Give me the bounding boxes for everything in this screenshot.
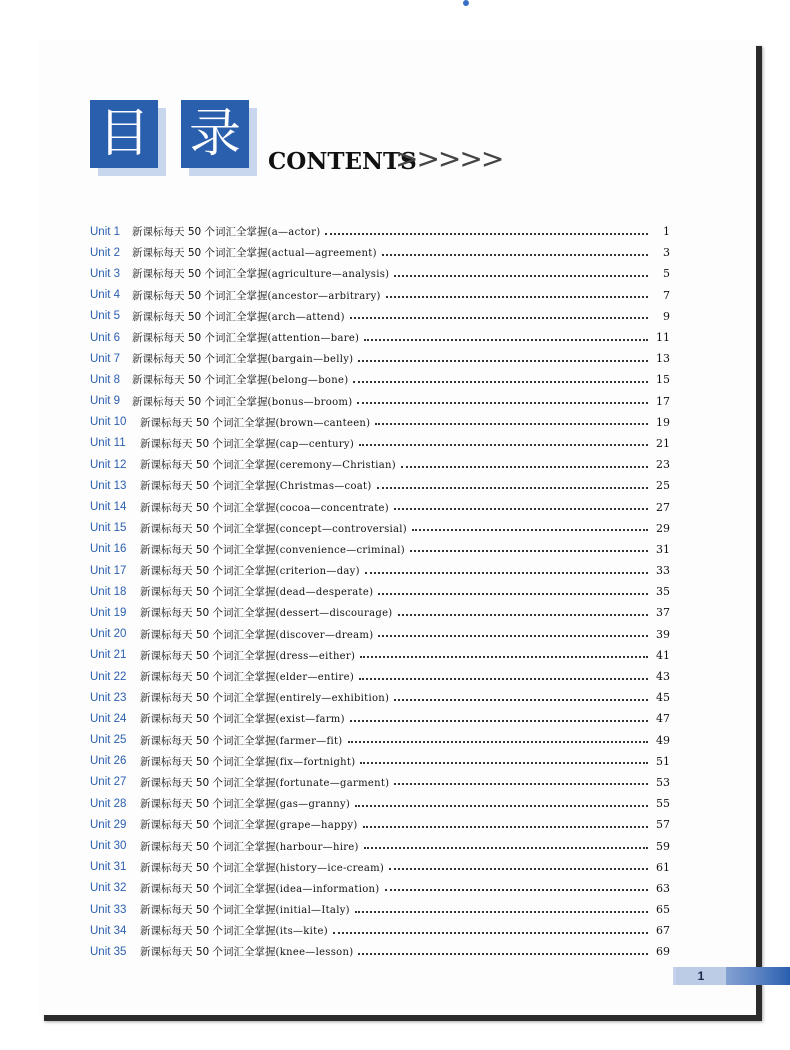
- toc-unit-label: Unit 11: [90, 437, 126, 450]
- toc-entry-word-range: (initial—Italy): [275, 905, 350, 917]
- toc-unit-label: Unit 16: [90, 543, 127, 556]
- toc-entry-title: [140, 733, 346, 748]
- toc-dot-leader: [353, 381, 648, 383]
- toc-entry-title: [140, 923, 331, 938]
- toc-entry-title: [140, 415, 373, 430]
- toc-dot-leader: [350, 317, 648, 319]
- toc-page-number: 23: [656, 458, 670, 472]
- toc-entry-title-text: 新课标每天 50 个词汇全掌握: [132, 332, 268, 345]
- toc-dot-leader: [398, 614, 648, 616]
- toc-page-number: 51: [656, 754, 670, 768]
- toc-unit-label: Unit 35: [90, 945, 127, 958]
- toc-page-number: 15: [656, 373, 670, 387]
- toc-page-number: 5: [663, 267, 670, 281]
- toc-entry-word-range: (grape—happy): [275, 820, 358, 832]
- toc-entry-title-text: 新课标每天 50 个词汇全掌握: [132, 310, 268, 323]
- toc-dot-leader: [358, 360, 648, 362]
- toc-dot-leader: [363, 826, 648, 828]
- toc-entry-title-text: 新课标每天 50 个词汇全掌握: [132, 247, 268, 260]
- toc-page-number: 55: [656, 797, 670, 811]
- toc-entry-word-range: (dessert—discourage): [275, 608, 393, 620]
- toc-unit-label: Unit 21: [90, 649, 127, 662]
- toc-row[interactable]: [90, 539, 670, 560]
- title-char-box-1: [90, 100, 158, 168]
- toc-row[interactable]: [90, 369, 670, 390]
- toc-entry-title: [140, 690, 392, 705]
- toc-entry-title-text: 新课标每天 50 个词汇全掌握: [140, 713, 276, 726]
- toc-dot-leader: [333, 932, 648, 934]
- toc-entry-title-text: 新课标每天 50 个词汇全掌握: [140, 861, 276, 874]
- toc-unit-label: Unit 1: [90, 225, 121, 238]
- toc-entry-title-text: 新课标每天 50 个词汇全掌握: [140, 671, 276, 684]
- toc-entry-title-text: 新课标每天 50 个词汇全掌握: [140, 882, 276, 895]
- toc-entry-title-text: 新课标每天 50 个词汇全掌握: [140, 628, 276, 641]
- toc-dot-leader: [360, 656, 648, 658]
- toc-dot-leader: [360, 762, 648, 764]
- toc-entry-word-range: (farmer—fit): [275, 735, 343, 747]
- contents-heading: CONTENTS: [268, 148, 417, 175]
- toc-unit-label: Unit 10: [90, 416, 127, 429]
- toc-page-number: 9: [663, 309, 670, 323]
- toc-entry-title-text: 新课标每天 50 个词汇全掌握: [132, 353, 268, 366]
- toc-unit-label: Unit 9: [90, 395, 121, 408]
- toc-entry-title: [140, 775, 392, 790]
- toc-entry-word-range: (criterion—day): [275, 566, 360, 578]
- toc-unit-label: Unit 25: [90, 734, 127, 747]
- toc-dot-leader: [364, 339, 648, 341]
- toc-entry-word-range: (concept—controversial): [275, 523, 407, 535]
- toc-unit-label: Unit 3: [90, 267, 121, 280]
- toc-page-number: 41: [656, 648, 670, 662]
- toc-page-number: 13: [656, 352, 670, 366]
- toc-entry-title: [140, 817, 361, 832]
- toc-dot-leader: [355, 911, 648, 913]
- toc-page-number: 49: [656, 733, 670, 747]
- toc-entry-title-text: 新课标每天 50 个词汇全掌握: [132, 289, 268, 302]
- toc-entry-word-range: (arch—attend): [267, 311, 345, 323]
- toc-page-number: 31: [656, 542, 670, 556]
- top-mark: [463, 0, 469, 6]
- toc-entry-title-text: 新课标每天 50 个词汇全掌握: [140, 649, 276, 662]
- toc-entry-title: [132, 288, 384, 303]
- toc-dot-leader: [365, 572, 648, 574]
- toc-entry-title: [140, 648, 358, 663]
- toc-page-number: 59: [656, 839, 670, 853]
- toc-page-number: 1: [663, 225, 670, 239]
- title-char-box-2: [181, 100, 249, 168]
- toc-unit-label: Unit 19: [90, 606, 127, 619]
- toc-unit-label: Unit 7: [90, 352, 121, 365]
- toc-dot-leader: [394, 783, 648, 785]
- toc-entry-word-range: (agriculture—analysis): [267, 269, 390, 281]
- toc-entry-word-range: (ancestor—arbitrary): [267, 290, 381, 302]
- page-number: 1: [676, 967, 726, 985]
- toc-unit-label: Unit 12: [90, 458, 127, 471]
- toc-entry-word-range: (a—actor): [267, 227, 321, 239]
- toc-entry-title-text: 新课标每天 50 个词汇全掌握: [132, 395, 268, 408]
- toc-row[interactable]: [90, 475, 670, 496]
- toc-entry-word-range: (fix—fortnight): [275, 756, 356, 768]
- toc-entry-title-text: 新课标每天 50 个词汇全掌握: [140, 798, 276, 811]
- title-char-1: 目: [97, 104, 150, 164]
- toc-entry-title-text: 新课标每天 50 个词汇全掌握: [132, 268, 268, 281]
- toc-entry-title-text: 新课标每天 50 个词汇全掌握: [140, 692, 276, 705]
- toc-entry-title: [140, 711, 348, 726]
- toc-entry-title: [132, 309, 348, 324]
- toc-unit-label: Unit 18: [90, 585, 127, 598]
- toc-entry-word-range: (fortunate—garment): [275, 777, 390, 789]
- toc-unit-label: Unit 28: [90, 797, 127, 810]
- toc-dot-leader: [364, 847, 648, 849]
- toc-unit-label: Unit 20: [90, 628, 127, 641]
- toc-dot-leader: [375, 423, 648, 425]
- toc-row[interactable]: [90, 645, 670, 666]
- toc-entry-title-text: 新课标每天 50 个词汇全掌握: [140, 416, 276, 429]
- toc-entry-title-text: 新课标每天 50 个词汇全掌握: [140, 819, 276, 832]
- toc-entry-title-text: 新课标每天 50 个词汇全掌握: [132, 226, 268, 239]
- toc-entry-title-text: 新课标每天 50 个词汇全掌握: [140, 480, 276, 493]
- toc-entry-title-text: 新课标每天 50 个词汇全掌握: [132, 374, 268, 387]
- toc-row[interactable]: [90, 857, 670, 878]
- toc-dot-leader: [394, 508, 648, 510]
- toc-entry-word-range: (cap—century): [275, 438, 355, 450]
- toc-entry-title-text: 新课标每天 50 个词汇全掌握: [140, 734, 276, 747]
- toc-entry-title-text: 新课标每天 50 个词汇全掌握: [140, 501, 276, 514]
- toc-page-number: 19: [656, 415, 670, 429]
- toc-row[interactable]: [90, 348, 670, 369]
- toc-row[interactable]: [90, 221, 670, 242]
- toc-entry-word-range: (gas—granny): [275, 799, 351, 811]
- toc-entry-title: [140, 796, 353, 811]
- toc-row[interactable]: [90, 708, 670, 729]
- toc-unit-label: Unit 4: [90, 289, 121, 302]
- toc-entry-word-range: (convenience—criminal): [275, 544, 405, 556]
- toc-entry-title: [132, 394, 355, 409]
- toc-row[interactable]: [90, 263, 670, 284]
- toc-entry-word-range: (exist—farm): [275, 714, 345, 726]
- toc-unit-label: Unit 24: [90, 712, 127, 725]
- toc-dot-leader: [359, 444, 648, 446]
- toc-unit-label: Unit 30: [90, 840, 127, 853]
- toc-page-number: 33: [656, 564, 670, 578]
- toc-entry-title-text: 新课标每天 50 个词汇全掌握: [140, 904, 276, 917]
- toc-entry-title: [140, 902, 353, 917]
- toc-entry-title: [132, 224, 323, 239]
- toc-entry-word-range: (harbour—hire): [275, 841, 359, 853]
- toc-entry-title: [140, 457, 399, 472]
- toc-dot-leader: [410, 550, 648, 552]
- toc-row[interactable]: [90, 581, 670, 602]
- toc-dot-leader: [385, 889, 649, 891]
- toc-unit-label: Unit 14: [90, 501, 127, 514]
- toc-entry-title: [140, 500, 392, 515]
- toc-entry-title-text: 新课标每天 50 个词汇全掌握: [140, 607, 276, 620]
- toc-entry-title-text: 新课标每天 50 个词汇全掌握: [140, 840, 276, 853]
- toc-dot-leader: [358, 953, 648, 955]
- toc-row[interactable]: [90, 687, 670, 708]
- toc-row[interactable]: [90, 412, 670, 433]
- toc-unit-label: Unit 5: [90, 310, 121, 323]
- toc-page-number: 7: [663, 288, 670, 302]
- toc-row[interactable]: [90, 560, 670, 581]
- table-of-contents: [90, 221, 670, 963]
- toc-entry-word-range: (attention—bare): [267, 333, 360, 345]
- toc-entry-title: [132, 266, 392, 281]
- toc-entry-word-range: (bonus—broom): [267, 396, 353, 408]
- toc-page-number: 45: [656, 691, 670, 705]
- toc-unit-label: Unit 23: [90, 691, 127, 704]
- toc-unit-label: Unit 32: [90, 882, 127, 895]
- toc-row[interactable]: [90, 899, 670, 920]
- toc-unit-label: Unit 2: [90, 246, 121, 259]
- toc-row[interactable]: [90, 391, 670, 412]
- toc-entry-title: [132, 372, 351, 387]
- toc-page-number: 47: [656, 712, 670, 726]
- toc-dot-leader: [348, 741, 649, 743]
- toc-dot-leader: [394, 275, 648, 277]
- toc-entry-word-range: (bargain—belly): [267, 354, 354, 366]
- toc-entry-word-range: (ceremony—Christian): [275, 460, 396, 472]
- toc-entry-title: [132, 330, 362, 345]
- toc-entry-title-text: 新课标每天 50 个词汇全掌握: [140, 565, 276, 578]
- toc-dot-leader: [377, 487, 648, 489]
- toc-dot-leader: [382, 254, 648, 256]
- toc-row[interactable]: [90, 242, 670, 263]
- toc-row[interactable]: [90, 941, 670, 962]
- toc-row[interactable]: [90, 751, 670, 772]
- toc-dot-leader: [394, 699, 648, 701]
- toc-row[interactable]: [90, 518, 670, 539]
- toc-unit-label: Unit 27: [90, 776, 127, 789]
- toc-row[interactable]: [90, 306, 670, 327]
- toc-entry-title-text: 新课标每天 50 个词汇全掌握: [140, 776, 276, 789]
- toc-entry-word-range: (dress—either): [275, 650, 356, 662]
- toc-page-number: 63: [656, 881, 670, 895]
- toc-unit-label: Unit 15: [90, 522, 127, 535]
- toc-page-number: 65: [656, 903, 670, 917]
- toc-page-number: 17: [656, 394, 670, 408]
- toc-entry-title: [132, 351, 356, 366]
- title-char-2: 录: [188, 104, 241, 164]
- toc-dot-leader: [386, 296, 648, 298]
- toc-dot-leader: [355, 805, 648, 807]
- toc-entry-title-text: 新课标每天 50 个词汇全掌握: [140, 437, 276, 450]
- toc-entry-title: [140, 881, 383, 896]
- toc-row[interactable]: [90, 814, 670, 835]
- toc-entry-word-range: (actual—agreement): [267, 248, 377, 260]
- toc-entry-word-range: (entirely—exhibition): [275, 693, 390, 705]
- toc-page-number: 21: [656, 436, 670, 450]
- toc-dot-leader: [350, 720, 648, 722]
- toc-unit-label: Unit 34: [90, 924, 127, 937]
- toc-dot-leader: [401, 466, 648, 468]
- toc-entry-title-text: 新课标每天 50 个词汇全掌握: [140, 586, 276, 599]
- toc-entry-title: [132, 245, 380, 260]
- contents-arrows: >>>>>: [395, 142, 503, 175]
- toc-row[interactable]: [90, 793, 670, 814]
- toc-dot-leader: [412, 529, 648, 531]
- toc-page-number: 37: [656, 606, 670, 620]
- toc-row[interactable]: [90, 327, 670, 348]
- toc-entry-title-text: 新课标每天 50 个词汇全掌握: [140, 459, 276, 472]
- toc-page-number: 11: [656, 331, 670, 345]
- toc-page-number: 29: [656, 521, 670, 535]
- toc-entry-word-range: (knee—lesson): [275, 947, 354, 959]
- toc-page-number: 3: [663, 246, 670, 260]
- toc-page-number: 57: [656, 818, 670, 832]
- toc-entry-title-text: 新课标每天 50 个词汇全掌握: [140, 946, 276, 959]
- toc-row[interactable]: [90, 433, 670, 454]
- toc-entry-title: [140, 944, 356, 959]
- toc-entry-title: [140, 754, 358, 769]
- toc-row[interactable]: [90, 878, 670, 899]
- toc-unit-label: Unit 22: [90, 670, 127, 683]
- toc-unit-label: Unit 13: [90, 479, 127, 492]
- toc-unit-label: Unit 26: [90, 755, 127, 768]
- toc-unit-label: Unit 31: [90, 861, 127, 874]
- toc-entry-word-range: (idea—information): [275, 883, 380, 895]
- toc-page-number: 43: [656, 670, 670, 684]
- toc-page-number: 67: [656, 924, 670, 938]
- toc-page-number: 69: [656, 945, 670, 959]
- toc-entry-title: [140, 521, 410, 536]
- toc-row[interactable]: [90, 666, 670, 687]
- toc-entry-title-text: 新课标每天 50 个词汇全掌握: [140, 925, 276, 938]
- toc-entry-word-range: (discover—dream): [275, 629, 374, 641]
- toc-page-number: 25: [656, 479, 670, 493]
- toc-unit-label: Unit 6: [90, 331, 121, 344]
- toc-entry-title-text: 新课标每天 50 个词汇全掌握: [140, 755, 276, 768]
- toc-dot-leader: [378, 593, 648, 595]
- toc-entry-word-range: (dead—desperate): [275, 587, 374, 599]
- toc-row[interactable]: [90, 835, 670, 856]
- toc-unit-label: Unit 33: [90, 903, 127, 916]
- toc-entry-title: [140, 563, 363, 578]
- toc-row[interactable]: [90, 730, 670, 751]
- toc-entry-title: [140, 605, 396, 620]
- toc-unit-label: Unit 29: [90, 818, 127, 831]
- toc-entry-title-text: 新课标每天 50 个词汇全掌握: [140, 522, 276, 535]
- toc-dot-leader: [359, 678, 648, 680]
- toc-unit-label: Unit 17: [90, 564, 127, 577]
- toc-entry-title: [140, 839, 362, 854]
- toc-entry-title: [140, 584, 376, 599]
- toc-row[interactable]: [90, 772, 670, 793]
- toc-page-number: 35: [656, 585, 670, 599]
- toc-entry-word-range: (elder—entire): [275, 672, 355, 684]
- toc-entry-title: [140, 436, 357, 451]
- toc-entry-word-range: (cocoa—concentrate): [275, 502, 389, 514]
- toc-row[interactable]: [90, 920, 670, 941]
- toc-unit-label: Unit 8: [90, 373, 121, 386]
- toc-entry-title: [140, 627, 376, 642]
- toc-page-number: 39: [656, 627, 670, 641]
- toc-entry-title: [140, 478, 375, 493]
- toc-entry-title-text: 新课标每天 50 个词汇全掌握: [140, 543, 276, 556]
- toc-row[interactable]: [90, 285, 670, 306]
- toc-entry-word-range: (Christmas—coat): [275, 481, 372, 493]
- toc-page-number: 53: [656, 775, 670, 789]
- toc-row[interactable]: [90, 496, 670, 517]
- toc-page-number: 61: [656, 860, 670, 874]
- toc-dot-leader: [389, 868, 648, 870]
- toc-row[interactable]: [90, 602, 670, 623]
- toc-entry-word-range: (belong—bone): [267, 375, 349, 387]
- toc-row[interactable]: [90, 454, 670, 475]
- toc-row[interactable]: [90, 624, 670, 645]
- toc-dot-leader: [378, 635, 648, 637]
- toc-page-number: 27: [656, 500, 670, 514]
- toc-entry-title: [140, 542, 408, 557]
- toc-dot-leader: [357, 402, 648, 404]
- toc-entry-title: [140, 669, 357, 684]
- toc-entry-word-range: (brown—canteen): [275, 417, 371, 429]
- toc-entry-word-range: (its—kite): [275, 926, 328, 938]
- toc-entry-word-range: (history—ice-cream): [275, 862, 385, 874]
- toc-dot-leader: [325, 233, 648, 235]
- toc-entry-title: [140, 860, 387, 875]
